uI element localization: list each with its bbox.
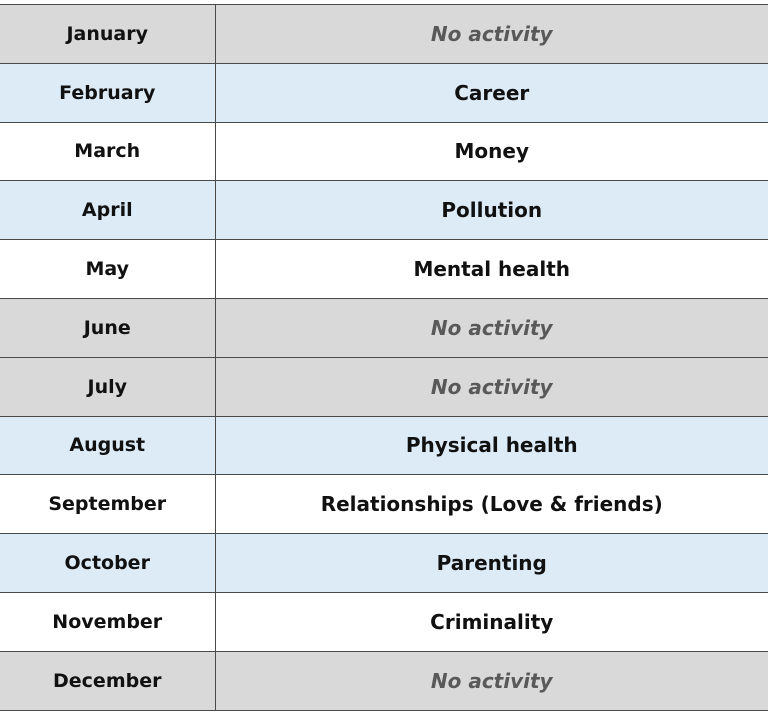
table-row-june [0,298,768,357]
topic-cell: Parenting [215,534,768,593]
monthly-topics-table [0,4,768,711]
table-body [0,5,768,711]
table-row-december [0,651,768,710]
topic-cell: No activity [215,357,768,416]
topic-cell: Money [215,122,768,181]
topic-cell: No activity [215,651,768,710]
month-cell: September [0,475,215,534]
topic-cell: Mental health [215,240,768,299]
month-cell: March [0,122,215,181]
table-row-january [0,5,768,64]
month-cell: June [0,298,215,357]
topic-cell: Career [215,63,768,122]
topic-cell: Pollution [215,181,768,240]
table-row-october [0,534,768,593]
table-row-february [0,63,768,122]
table-row-july [0,357,768,416]
month-cell: May [0,240,215,299]
table-row-august [0,416,768,475]
month-cell: November [0,592,215,651]
month-cell: October [0,534,215,593]
table-row-september [0,475,768,534]
table-row-may [0,240,768,299]
month-cell: August [0,416,215,475]
topic-cell: Criminality [215,592,768,651]
table-row-november [0,592,768,651]
table-row-march [0,122,768,181]
month-cell: December [0,651,215,710]
month-cell: July [0,357,215,416]
topic-cell: No activity [215,5,768,64]
table-row-april [0,181,768,240]
topic-cell: Relationships (Love & friends) [215,475,768,534]
topic-cell: No activity [215,298,768,357]
month-cell: January [0,5,215,64]
month-cell: April [0,181,215,240]
month-cell: February [0,63,215,122]
topic-cell: Physical health [215,416,768,475]
